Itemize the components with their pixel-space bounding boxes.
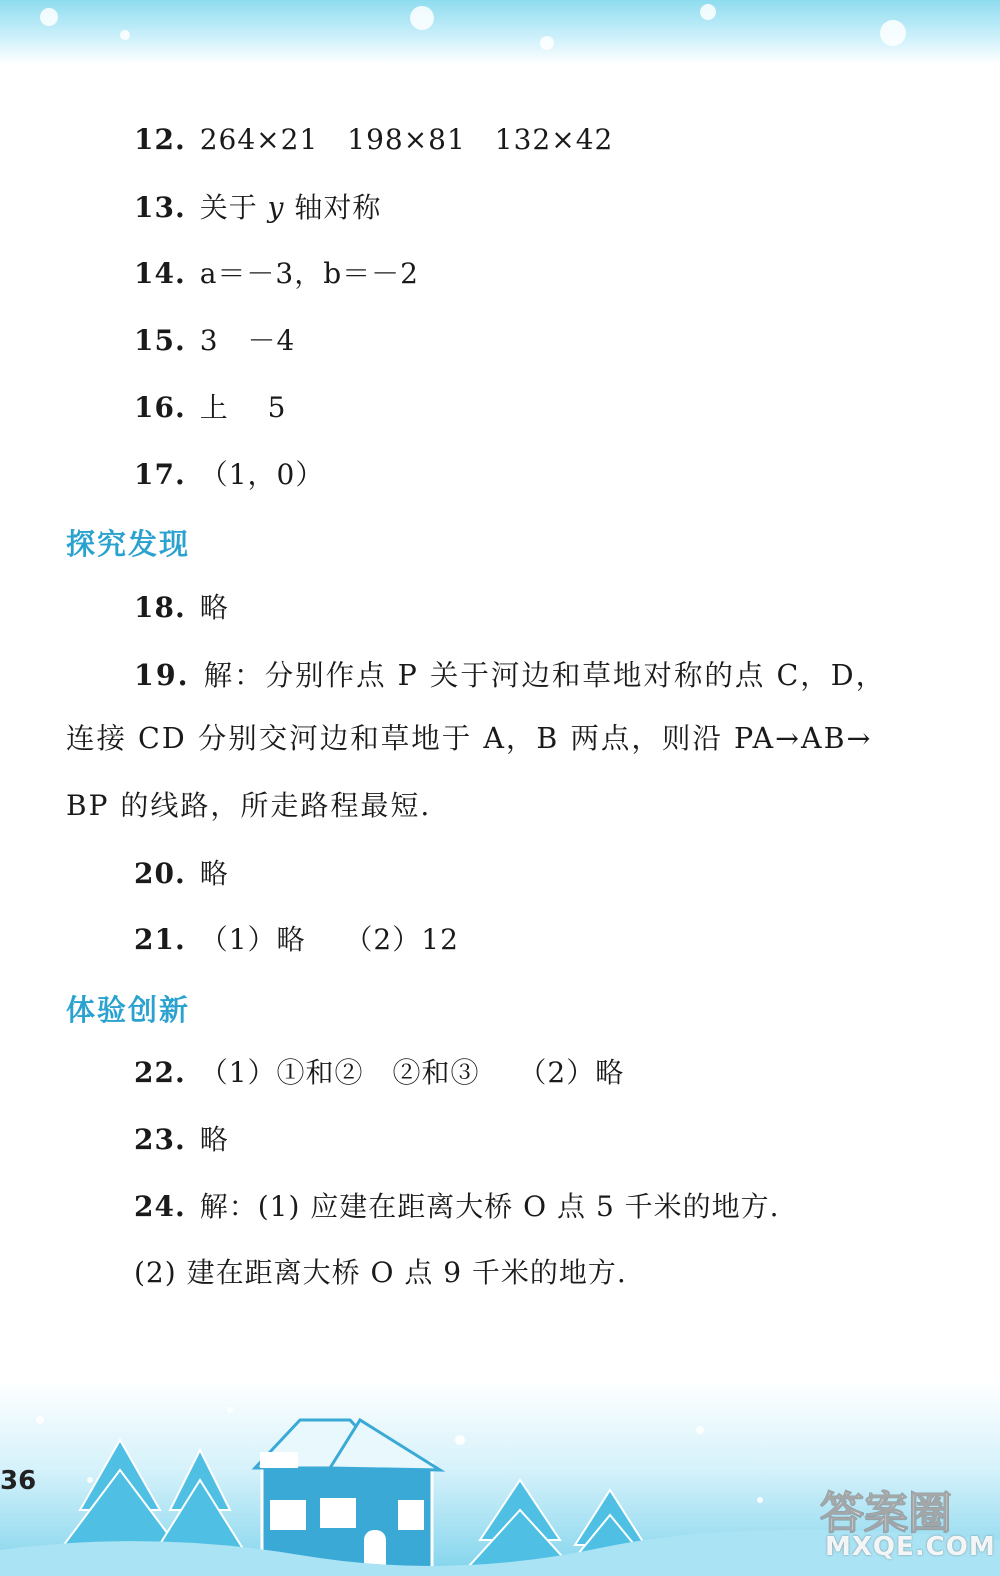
answer-text: 264×21 198×81 132×42 (199, 123, 614, 156)
answer-12 (134, 120, 613, 160)
answer-17 (134, 455, 324, 495)
answer-text: a＝－3，b＝－2 (199, 257, 419, 290)
answer-text: 3 －4 (199, 324, 296, 357)
item-number: 17. (134, 458, 186, 491)
answer-text: （1，0） (199, 458, 325, 491)
item-number: 13. (134, 191, 186, 224)
page-number: 36 (0, 1466, 37, 1496)
answer-21 (134, 920, 459, 960)
snowflake-decoration (700, 4, 716, 20)
answer-20 (134, 854, 229, 894)
snowflake-decoration (120, 30, 130, 40)
answer-text: （1）略 （2）12 (199, 923, 459, 956)
answer-16 (134, 388, 286, 428)
item-number: 23. (134, 1123, 186, 1156)
answer-text: (2) 建在距离大桥 O 点 9 千米的地方. (134, 1256, 627, 1289)
snowflake-decoration (540, 36, 554, 50)
answer-13 (134, 188, 381, 228)
watermark-text: MXQE.COM (825, 1532, 996, 1562)
item-number: 20. (134, 857, 186, 890)
snowflake-decoration (40, 8, 58, 26)
answer-text: 上 5 (199, 391, 287, 424)
answer-24 (134, 1187, 780, 1227)
answer-text: 连接 CD 分别交河边和草地于 A，B 两点，则沿 PA→AB→ (66, 722, 873, 755)
item-number: 15. (134, 324, 186, 357)
section-heading-innovation: 体验创新 (66, 993, 191, 1027)
item-number: 24. (134, 1190, 186, 1223)
answer-text: 略 (199, 857, 229, 890)
answer-text: （1）①和② ②和③ （2）略 (199, 1056, 625, 1089)
answer-text: 关于 (199, 191, 268, 224)
answer-text: 略 (199, 591, 229, 624)
answer-23 (134, 1120, 229, 1160)
item-number: 21. (134, 923, 186, 956)
item-number: 12. (134, 123, 186, 156)
answer-19 (134, 655, 886, 696)
top-snow-banner (0, 0, 1000, 64)
math-variable: y (267, 191, 285, 224)
answer-text: BP 的线路，所走路程最短. (66, 789, 432, 822)
answer-15 (134, 321, 295, 361)
item-number: 18. (134, 591, 186, 624)
answer-text: 解：(1) 应建在距离大桥 O 点 5 千米的地方. (199, 1190, 780, 1223)
item-number: 19. (134, 658, 190, 692)
answer-24-part2 (134, 1253, 627, 1293)
answer-text: 略 (199, 1123, 229, 1156)
answer-text: 轴对称 (284, 191, 382, 224)
item-number: 16. (134, 391, 186, 424)
answer-22 (134, 1053, 624, 1093)
answer-14 (134, 254, 419, 294)
answer-19-continuation (66, 786, 431, 826)
section-heading-explore: 探究发现 (66, 527, 191, 561)
snowflake-decoration (410, 6, 434, 30)
answer-19-continuation (66, 719, 872, 759)
svg-text:答案圈: 答案圈 (820, 1488, 952, 1539)
item-number: 14. (134, 257, 186, 290)
answer-18 (134, 588, 229, 628)
snowflake-decoration (880, 20, 906, 46)
item-number: 22. (134, 1056, 186, 1089)
answer-text: 解：分别作点 P 关于河边和草地对称的点 C，D， (203, 659, 887, 692)
